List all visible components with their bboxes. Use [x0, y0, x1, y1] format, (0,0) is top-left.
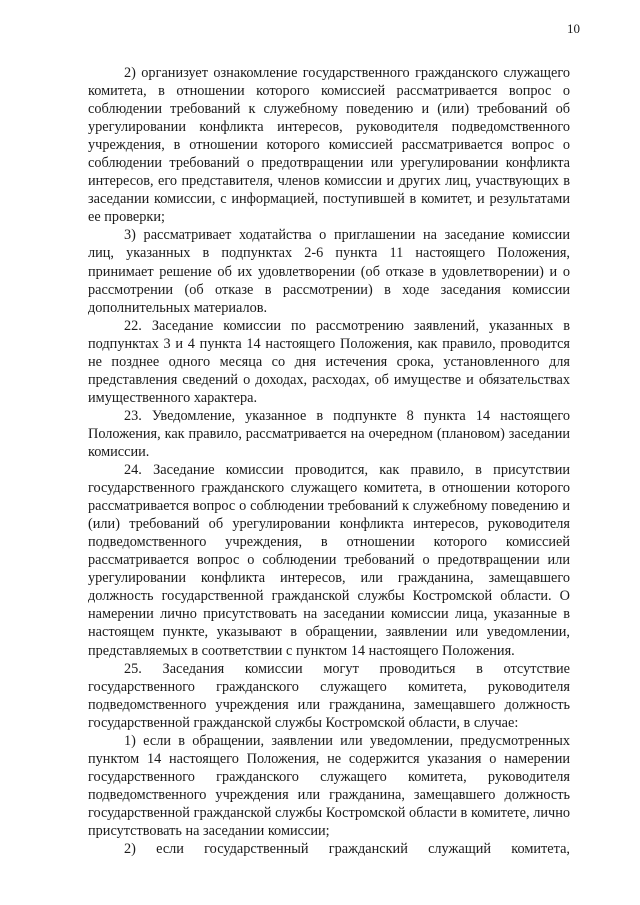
paragraph-clause-22: 22. Заседание комиссии по рассмотрению заявлений, указанных в подпунктах 3 и 4 пункта 14 настоящего Положения, как правило, проводится не позднее одного месяца со дня истечения срока, установленного для представления сведений о доходах, расходах, об имуществе и обязательствах имущественного характера. — [88, 317, 570, 406]
paragraph-clause-23: 23. Уведомление, указанное в подпункте 8 пункта 14 настоящего Положения, как правило, рассматривается на очередном (плановом) заседании комиссии. — [88, 407, 570, 460]
paragraph-item-2-familiarization: 2) организует ознакомление государственного гражданского служащего комитета, в отношении которого комиссией рассматривается вопрос о соблюдении требований к служебному поведению и (или) требований об урегулировании конфликта интересов, руководителя подведомственного учреждения, в отношении которого комиссией рассматривается вопрос о соблюдении требований о предотвращении или урегулировании конфликта интересов, его представителя, членов комиссии и других лиц, участвующих в заседании комиссии, с информацией, поступившей в комитет, и результатами ее проверки; — [88, 65, 570, 226]
paragraph-item-3-petitions: 3) рассматривает ходатайства о приглашении на заседание комиссии лиц, указанных в подпунктах 2-6 пункта 11 настоящего Положения, принимает решение об их удовлетворении (об отказе в удовлетворении) и о рассмотрении (об отказе в рассмотрении) в ходе заседания комиссии дополнительных материалов. — [88, 227, 570, 316]
paragraph-clause-24: 24. Заседание комиссии проводится, как правило, в присутствии государственного гражданского служащего комитета, в отношении которого рассматривается вопрос о соблюдении требований к служебному поведению и (или) требований об урегулировании конфликта интересов, руководителя подведомственного учреждения, в отношении которого комиссией рассматривается вопрос о соблюдении требований о предотвращении или урегулировании конфликта интересов, или гражданина, замещавшего должность государственной гражданской службы Костромской области. О намерении лично присутствовать на заседании комиссии лица, указанные в настоящем пункте, указывают в обращении, заявлении или уведомлении, представляемых в соответствии с пунктом 14 настоящего Положения. — [88, 462, 570, 659]
paragraph-clause-25-item-2: 2) если государственный гражданский служащий комитета, — [124, 841, 570, 858]
paragraph-clause-25: 25. Заседания комиссии могут проводиться в отсутствие государственного гражданского служащего комитета, руководителя подведомственного учреждения или гражданина, замещавшего должность государственной гражданской службы Костромской области, в случае: — [88, 660, 570, 731]
page-number: 10 — [567, 21, 580, 36]
paragraph-clause-25-item-1: 1) если в обращении, заявлении или уведомлении, предусмотренных пунктом 14 настоящего Положения, не содержится указания о намерении государственного гражданского служащего комитета, руководителя подведомственного учреждения или гражданина, замещавшего должность государственной гражданской службы Костромской области в комитете, лично присутствовать на заседании комиссии; — [88, 732, 570, 839]
document-body — [88, 64, 570, 858]
